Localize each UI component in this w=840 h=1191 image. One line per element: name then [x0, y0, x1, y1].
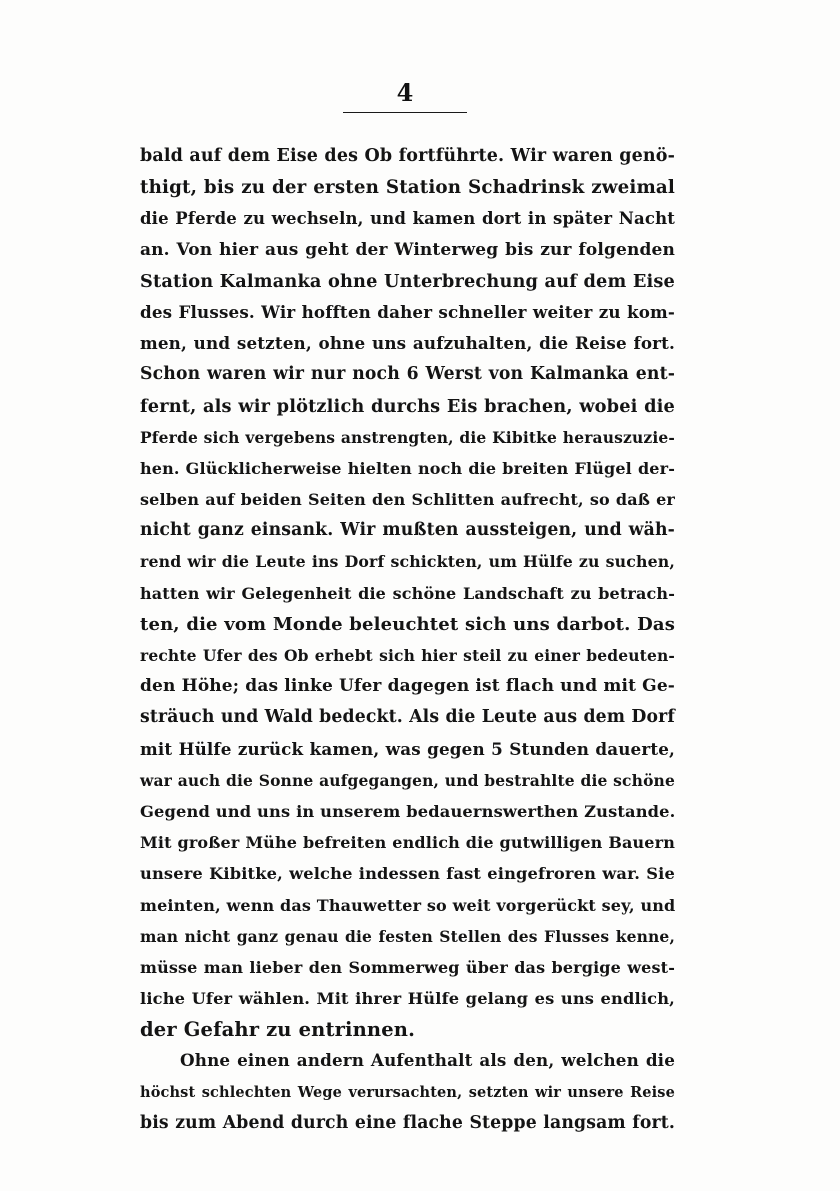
- text-line: sträuch und Wald bedeckt. Als die Leute aus dem Dorf: [140, 707, 675, 728]
- text-line: selben auf beiden Seiten den Schlitten aufrecht, so daß er: [140, 490, 675, 510]
- text-line: Schon waren wir nur noch 6 Werst von Kalmanka ent-: [140, 364, 675, 385]
- text-line: rechte Ufer des Ob erhebt sich hier steil zu einer bedeuten-: [140, 646, 675, 665]
- text-line: Station Kalmanka ohne Unterbrechung auf dem Eise: [140, 270, 675, 292]
- text-line: Mit großer Mühe befreiten endlich die gutwilligen Bauern: [140, 833, 675, 853]
- text-line: ten, die vom Monde beleuchtet sich uns darbot. Das: [140, 613, 675, 635]
- text-line: den Höhe; das linke Ufer dagegen ist flach und mit Ge-: [140, 676, 675, 697]
- text-line: war auch die Sonne aufgegangen, und bestrahlte die schöne: [140, 770, 675, 790]
- text-line: bis zum Abend durch eine flache Steppe langsam fort.: [140, 1112, 675, 1133]
- page-number: 4: [396, 78, 414, 107]
- text-line: müsse man lieber den Sommerweg über das bergige west-: [140, 957, 675, 977]
- text-line: die Pferde zu wechseln, und kamen dort in später Nacht: [140, 209, 675, 229]
- text-line: Ohne einen andern Aufenthalt als den, welchen die: [180, 1050, 675, 1071]
- text-line: man nicht ganz genau die festen Stellen des Flusses kenne,: [140, 926, 675, 946]
- text-line: thigt, bis zu der ersten Station Schadrinsk zweimal: [140, 177, 675, 199]
- text-line: an. Von hier aus geht der Winterweg bis zur folgenden: [140, 239, 675, 260]
- text-line: liche Ufer wählen. Mit ihrer Hülfe gelang es uns endlich,: [140, 989, 675, 1009]
- text-line: bald auf dem Eise des Ob fortführte. Wir waren genö-: [140, 146, 675, 166]
- text-line: fernt, als wir plötzlich durchs Eis brachen, wobei die: [140, 395, 675, 417]
- text-line: nicht ganz einsank. Wir mußten aussteigen, und wäh-: [140, 520, 675, 541]
- text-line: des Flusses. Wir hofften daher schneller weiter zu kom-: [140, 301, 675, 322]
- text-line: meinten, wenn das Thauwetter so weit vorgerückt sey, und: [140, 895, 676, 915]
- text-line: hatten wir Gelegenheit die schöne Landschaft zu betrach-: [140, 583, 675, 603]
- text-line: Pferde sich vergebens anstrengten, die Kibitke herauszuzie-: [140, 427, 675, 447]
- text-line: mit Hülfe zurück kamen, was gegen 5 Stunden dauerte,: [140, 738, 675, 759]
- text-line: der Gefahr zu entrinnen.: [140, 1018, 416, 1042]
- text-line: hen. Glücklicherweise hielten noch die breiten Flügel der-: [140, 458, 675, 478]
- header-rule: [343, 112, 467, 113]
- text-line: unsere Kibitke, welche indessen fast eingefroren war. Sie: [140, 864, 675, 884]
- text-line: rend wir die Leute ins Dorf schickten, um Hülfe zu suchen,: [140, 552, 675, 572]
- text-line: Gegend und uns in unserem bedauernswerthen Zustande.: [140, 801, 676, 821]
- text-line: höchst schlechten Wege verursachten, setzten wir unsere Reise: [140, 1083, 675, 1101]
- text-line: men, und setzten, ohne uns aufzuhalten, die Reise fort.: [140, 333, 675, 354]
- body-text: [140, 141, 675, 1139]
